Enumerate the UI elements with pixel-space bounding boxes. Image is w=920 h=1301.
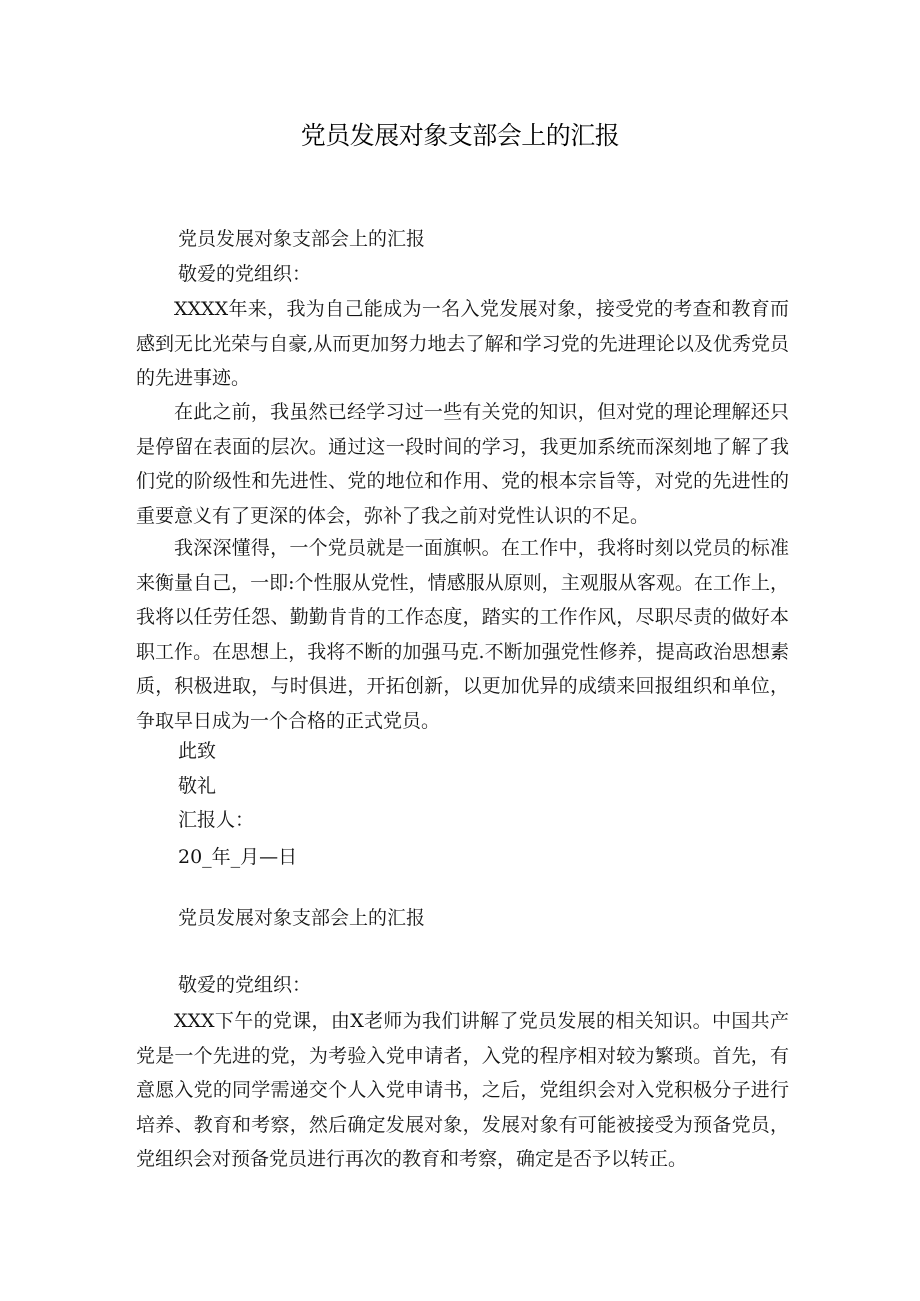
report1-paragraph-3: 我深深懂得，一个党员就是一面旗帜。在工作中，我将时刻以党员的标准来衡量自己，一即:个性服从党性，情感服从原则，主观服从客观。在工作上，我将以任劳任怨、勤勤肯肯的工作态度，踏实的工作作风，尽职尽责的做好本职工作。在思想上，我将不断的加强马克.不断加强党性修养，提高政治思想素质，积极进取，与时俱进，开拓创新，以更加优异的成绩来回报组织和单位，争取早日成为一个合格的正式党员。 bbox=[136, 537, 789, 732]
report1-closing-cizhi: 此致 bbox=[178, 740, 217, 762]
report1-reporter-label: 汇报人： bbox=[178, 809, 255, 831]
report1-paragraph-2: 在此之前，我虽然已经学习过一些有关党的知识，但对党的理论理解还只是停留在表面的层次。通过这一段时间的学习，我更加系统而深刻地了解了我们党的阶级性和先进性、党的地位和作用、党的根本宗旨等，对党的先进性的重要意义有了更深的体会，弥补了我之前对党性认识的不足。 bbox=[136, 401, 789, 527]
report1-paragraph-1: XXXX年来，我为自己能成为一名入党发展对象，接受党的考查和教育而感到无比光荣与自豪,从而更加努力地去了解和学习党的先进理论以及优秀党员的先进事迹。 bbox=[136, 298, 789, 389]
report1-heading: 党员发展对象支部会上的汇报 bbox=[178, 228, 426, 250]
report2-salutation: 敬爱的党组织： bbox=[178, 974, 312, 996]
report2-heading: 党员发展对象支部会上的汇报 bbox=[178, 907, 426, 929]
report2-paragraph-1: XXX下午的党课，由X老师为我们讲解了党员发展的相关知识。中国共产党是一个先进的党，为考验入党申请者，入党的程序相对较为繁琐。首先，有意愿入党的同学需递交个人入党申请书，之后，党组织会对入党积极分子进行培养、教育和考察，然后确定发展对象，发展对象有可能被接受为预备党员，党组织会对预备党员进行再次的教育和考察，确定是否予以转正。 bbox=[136, 1010, 789, 1170]
report1-closing-jingli: 敬礼 bbox=[178, 775, 217, 797]
report1-salutation: 敬爱的党组织： bbox=[178, 263, 312, 285]
document-title: 党员发展对象支部会上的汇报 bbox=[300, 121, 620, 150]
report1-date: 20_年_月—日 bbox=[178, 846, 298, 868]
